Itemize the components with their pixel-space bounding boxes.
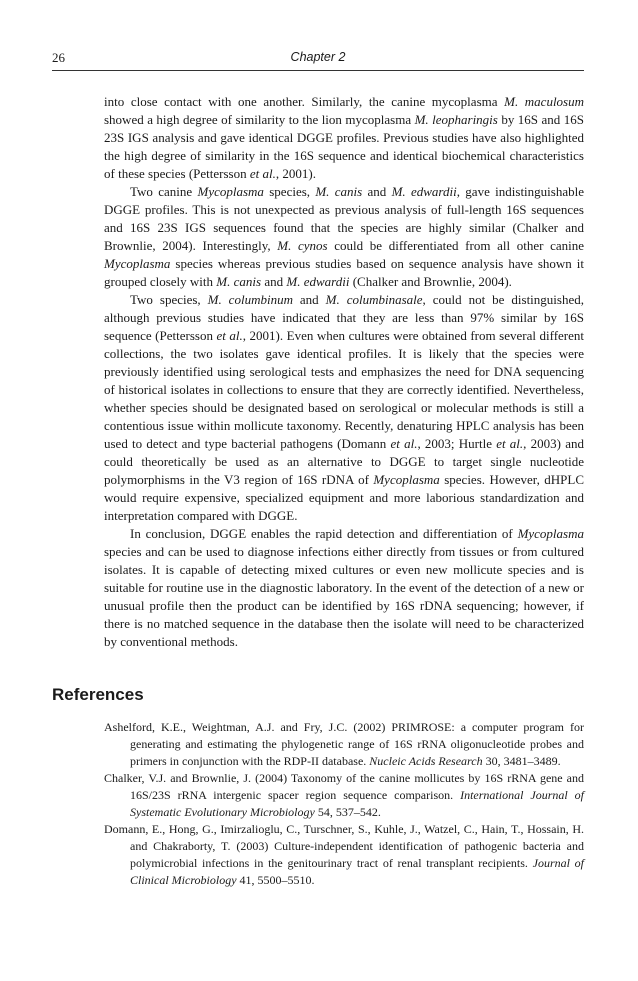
paragraph: Two canine Mycoplasma species, M. canis and M. edwardii, gave indistinguishable DGGE profiles. This is not unexpected as previous analysis of full-length 16S sequences and 16S 23S IGS sequences found that the species are highly similar (Chalker and Brownlie, 2004). Interestingly, M. cynos could be differentiated from all other canine Mycoplasma species whereas previous studies based on sequence analysis have shown it grouped closely with M. canis and M. edwardii (Chalker and Brownlie, 2004).: [104, 184, 585, 289]
page-number: 26: [52, 50, 65, 65]
reference-entry: Chalker, V.J. and Brownlie, J. (2004) Taxonomy of the canine mollicutes by 16S rRNA gene and 16S/23S rRNA intergenic spacer region sequence comparison. International Journal of Systematic Evolutionary Microbiology 54, 537–542.: [104, 771, 585, 819]
paragraph: Two species, M. columbinum and M. columbinasale, could not be distinguished, although previous studies have indicated that they are less than 97% similar by 16S sequence (Pettersson et al., 2001). Even when cultures were obtained from several different collections, the two isolates gave identical profiles. It is likely that the species were previously identified using serological tests and emphasizes the need for DNA sequencing of historical isolates in collections to ensure that they are correctly identified. Nevertheless, whether species should be designated based on serological or molecular methods is still a contentious issue within mollicute taxonomy. Recently, denaturing HPLC analysis has been used to detect and type bacterial pathogens (Domann et al., 2003; Hurtle et al., 2003) and could theoretically be used as an alternative to DGGE to target single nucleotide polymorphisms in the V3 region of 16S rDNA of Mycoplasma species. However, dHPLC would require expensive, specialized equipment and more laborious standardization and interpretation compared with DGGE.: [104, 292, 585, 523]
references-heading: References: [52, 685, 144, 704]
chapter-label: Chapter 2: [290, 50, 346, 64]
paragraph: into close contact with one another. Similarly, the canine mycoplasma M. maculosum showed a high degree of similarity to the lion mycoplasma M. leopharingis by 16S and 16S 23S IGS analysis and gave identical DGGE profiles. Previous studies have also highlighted the high degree of similarity in the 16S sequence and identical biochemical characteristics of these species (Pettersson et al., 2001).: [104, 94, 584, 181]
paragraph: In conclusion, DGGE enables the rapid detection and differentiation of Mycoplasma species and can be used to diagnose infections either directly from tissues or from cultured isolates. It is capable of detecting mixed cultures or even new mollicute species and is suitable for routine use in the diagnostic laboratory. In the event of the detection of a new or unusual profile then the product can be identified by 16S rDNA sequencing; however, if there is no matched sequence in the database then the isolate will need to be characterized by conventional methods.: [104, 526, 584, 649]
reference-entry: Ashelford, K.E., Weightman, A.J. and Fry, J.C. (2002) PRIMROSE: a computer program for generating and estimating the phylogenetic range of 16S rRNA oligonucleotide probes and primers in conjunction with the RDP-II database. Nucleic Acids Research 30, 3481–3489.: [104, 720, 584, 768]
running-header: [52, 50, 584, 71]
references-list: [104, 719, 584, 889]
reference-entry: Domann, E., Hong, G., Imirzalioglu, C., Turschner, S., Kuhle, J., Watzel, C., Hain, T., Hossain, H. and Chakraborty, T. (2003) Culture-independent identification of pathogenic bacteria and polymicrobial infections in the genitourinary tract of renal transplant recipients. Journal of Clinical Microbiology 41, 5500–5510.: [104, 822, 584, 887]
body-text: [104, 93, 584, 651]
